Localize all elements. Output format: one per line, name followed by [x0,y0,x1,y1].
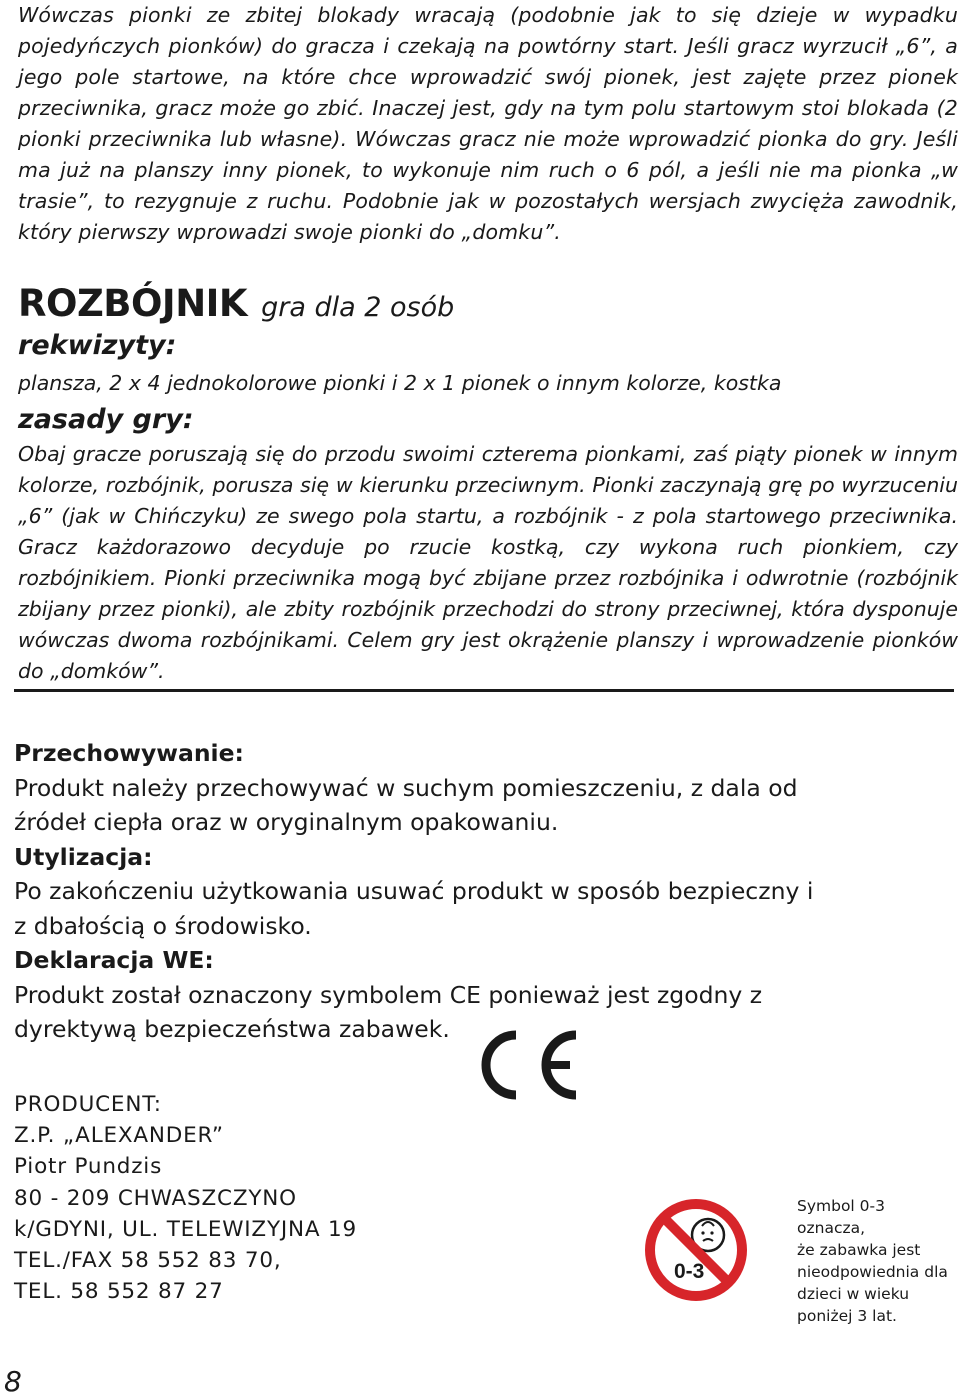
producer-line: 80 - 209 CHWASZCZYNO [14,1185,297,1211]
producer-line: PRODUCENT: [14,1092,162,1117]
age-0-3-prohibition-icon [644,1198,748,1302]
producer-line: Piotr Pundzis [14,1154,163,1180]
age-note-line: że zabawka jest [797,1241,921,1259]
game-title [18,282,918,325]
age-note-line: nieodpowiednia dla [797,1263,948,1281]
rules-heading: zasady gry: [18,404,194,435]
game-name: ROZBÓJNIK [18,282,248,325]
producer-line: TEL./FAX 58 552 83 70, [14,1248,282,1274]
declaration-text: Produkt został oznaczony symbolem CE ponieważ jest zgodny z dyrektywą bezpieczeństwa zabawek. [14,980,763,1043]
disposal-heading: Utylizacja: [14,842,153,871]
storage-text: Produkt należy przechowywać w suchym pomieszczeniu, z dala od źródeł ciepła oraz w oryginalnym opakowaniu. [14,773,798,836]
disposal-text: Po zakończeniu użytkowania usuwać produkt w sposób bezpieczny i z dbałością o środowisko. [14,877,814,940]
age-note-line: Symbol 0-3 oznacza, [797,1197,885,1237]
requisites-text: plansza, 2 x 4 jednokolorowe pionki i 2 x 1 pionek o innym kolorze, kostka [18,371,782,395]
declaration-heading: Deklaracja WE: [14,946,214,974]
age-note-line: poniżej 3 lat. [797,1307,897,1325]
section-divider [14,689,954,692]
producer-line: Z.P. „ALEXANDER” [14,1123,224,1149]
age-label: 0-3 [674,1260,705,1283]
intro-paragraph: Wówczas pionki ze zbitej blokady wracają (podobnie jak to się dzieje w wypadku pojedyńczych pionków) do gracza i czekają na powtórny start. Jeśli gracz wyrzucił „6”, a jego pole startowe, na które chce wprowadzić swój pionek, jest zajęte przez pionek przeciwnika, gracz może go zbić. Inaczej jest, gdy na tym polu startowym stoi blokada (2 pionki przeciwnika lub własne). Wówczas gracz nie może wprowadzić pionka do gry. Jeśli ma już na planszy inny pionek, to wykonuje nim ruch o 6 pól, a jeśli nie ma pionka „w trasie”, to rezygnuje z ruchu. Podobnie jak w pozostałych wersjach zwycięża zawodnik, który pierwszy wprowadzi swoje pionki do „domku”. [18,3,958,244]
requisites-heading: rekwizyty: [18,330,177,361]
game-subtitle: gra dla 2 osób [261,292,455,323]
producer-line: TEL. 58 552 87 27 [14,1279,224,1305]
product-info [14,736,814,1047]
producer-line: k/GDYNI, UL. TELEWIZYJNA 19 [14,1216,358,1242]
producer-address [14,1089,494,1307]
page-number: 8 [4,1365,22,1398]
age-note-line: dzieci w wieku [797,1285,910,1303]
rules-text: Obaj gracze poruszają się do przodu swoimi czterema pionkami, zaś piąty pionek w innym kolorze, rozbójnik, porusza się w kierunku przeciwnym. Pionki zaczynają grę po wyrzuceniu „6” (jak w Chińczyku) ze swego pola startu, a rozbójnik - z pola startowego przeciwnika. Gracz każdorazowo decyduje po rzucie kostką, czy wykona ruch pionkiem, czy rozbójnikiem. Pionki przeciwnika mogą być zbijane przez rozbójnika i odwrotnie (rozbójnik zbijany przez pionki), ale zbity rozbójnik przechodzi do strony przeciwnej, która dysponuje wówczas dwoma rozbójnikami. Celem gry jest okrążenie planszy i wprowadzenie pionków do „domków”. [18,442,958,683]
age-warning-note [797,1195,957,1327]
storage-heading: Przechowywanie: [14,739,244,767]
